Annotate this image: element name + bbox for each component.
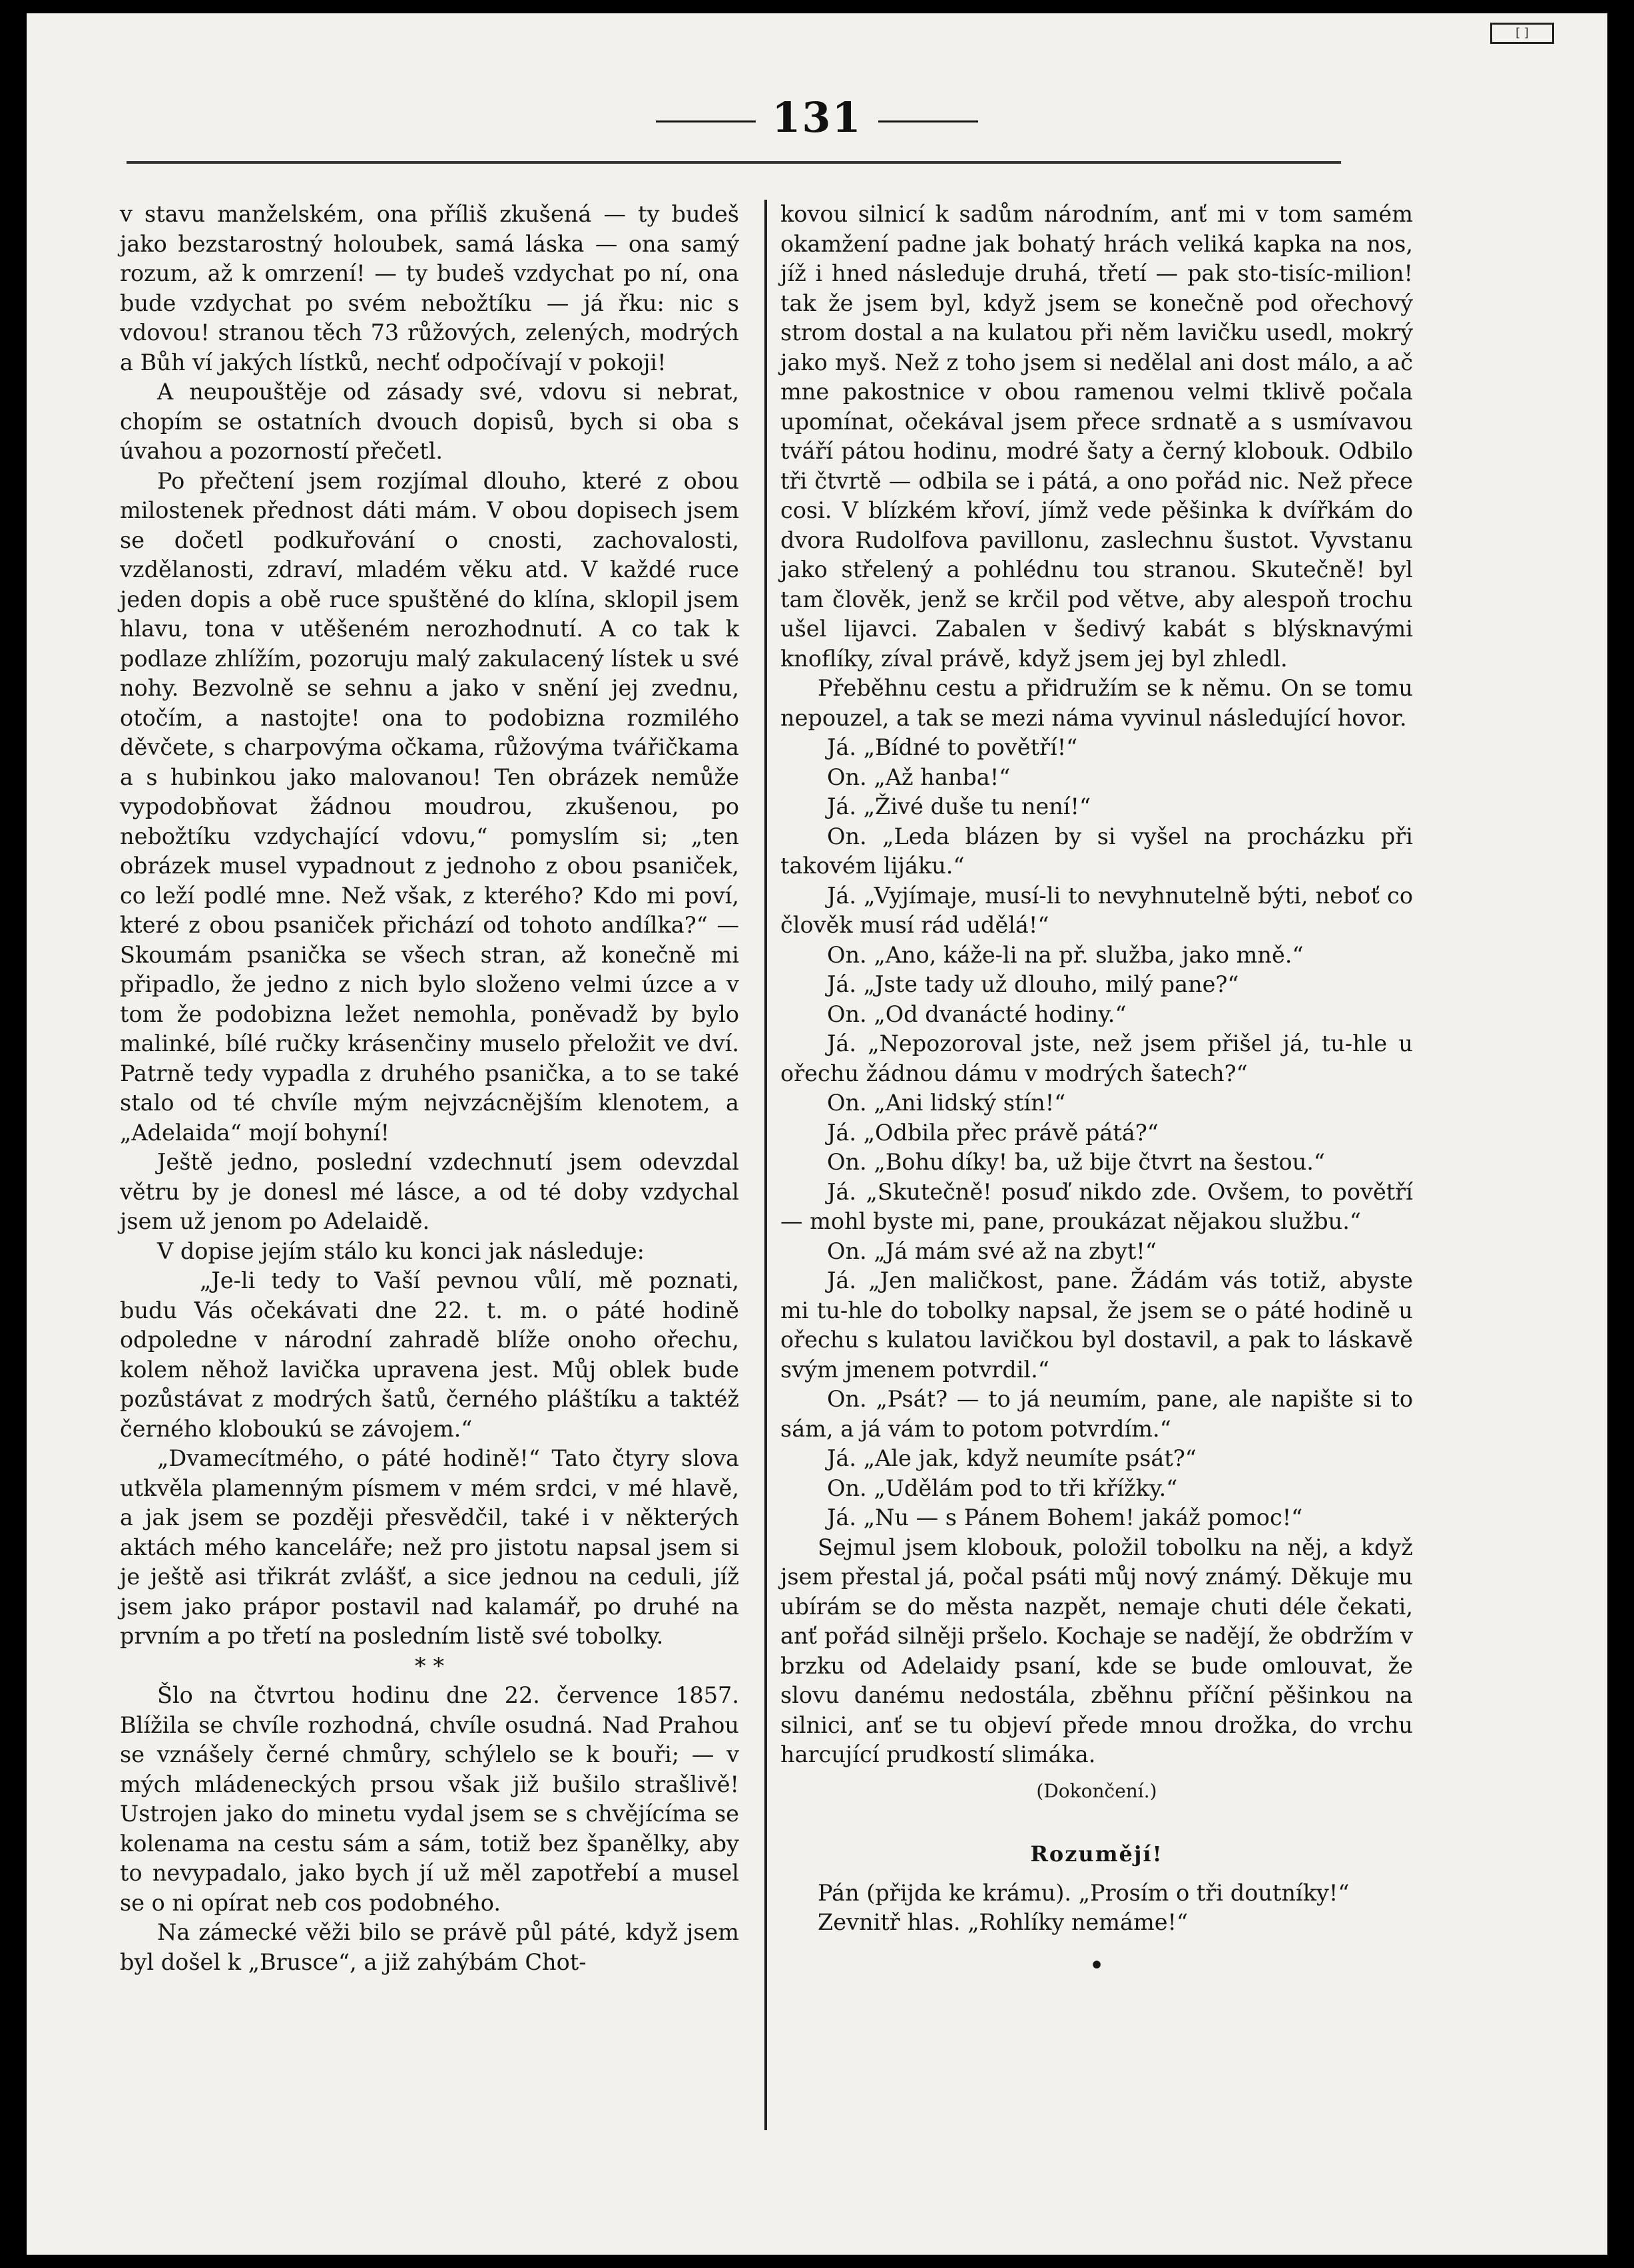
header-rule-right xyxy=(878,120,978,122)
left-column xyxy=(120,200,739,1977)
left-column-paragraph: „Je-li tedy to Vaší pevnou vůlí, mě poznati, budu Vás očekávati dne 22. t. m. o páté hodině odpoledne v národní zahradě blíže onoho ořechu, kolem něhož lavička upravena jest. Můj oblek bude pozůstávat z modrých šatů, černého pláštíku a taktéž černého kloboukú se závojem.“ xyxy=(120,1267,739,1442)
right-column-paragraph: Já. „Nepozoroval jste, než jsem přišel já, tu-hle u ořechu žádnou dámu v modrých šatech?“ xyxy=(780,1030,1413,1086)
corner-archive-mark: [ ] xyxy=(1490,23,1554,44)
right-column-paragraph: Rozumějí! xyxy=(1030,1841,1163,1867)
right-column-paragraph: • xyxy=(1089,1950,1105,1981)
right-column-paragraph: Já. „Jen maličkost, pane. Žádám vás totiž, abyste mi tu-hle do tobolky napsal, že jsem se o páté hodině u ořechu s kulatou lavičkou byl dostavil, a pak to láskavě svým jmenem potvrdil.“ xyxy=(780,1267,1413,1383)
left-column-paragraph: Ještě jedno, poslední vzdechnutí jsem odevzdal větru by je donesl mé lásce, a od té doby vzdychal jsem už jenom po Adelaidě. xyxy=(120,1149,739,1234)
right-column-paragraph: On. „Od dvanácté hodiny.“ xyxy=(827,1001,1127,1027)
right-column-paragraph: Já. „Jste tady už dlouho, milý pane?“ xyxy=(827,971,1239,997)
right-column-paragraph: Zevnitř hlas. „Rohlíky nemáme!“ xyxy=(818,1909,1189,1935)
left-column-paragraph: v stavu manželském, ona příliš zkušená — ty budeš jako bezstarostný holoubek, samá láska — ona samý rozum, až k omrzení! — ty budeš vzdychat po ní, ona bude vzdychat po svém nebožtíku — já řku: nic s vdovou! stranou těch 73 růžových, zelených, modrých a Bůh ví jakých lístků, nechť odpočívají v pokoji! xyxy=(120,201,739,375)
right-column-paragraph: Já. „Odbila přec právě pátá?“ xyxy=(827,1119,1159,1146)
left-column-paragraph: A neupouštěje od zásady své, vdovu si nebrat, chopím se ostatních dvouch dopisů, bych si oba s úvahou a pozorností přečetl. xyxy=(120,379,739,464)
left-column-paragraph: Šlo na čtvrtou hodinu dne 22. července 1857. Blížila se chvíle rozhodná, chvíle osudná. Nad Prahou se vznášely černé chmůry, schýlelo se k bouři; — v mých mládeneckých prsou však již bušilo strašlivě! Ustrojen jako do minetu vydal jsem se s chvějícíma se kolenama na cestu sám a sám, totiž bez španělky, aby to nevypadalo, jako bych jí už měl zapotřebí a musel se o ni opírat neb cos podobného. xyxy=(120,1682,739,1916)
left-column-paragraph: Na zámecké věži bilo se právě půl páté, když jsem byl došel k „Brusce“, a již zahýbám Chot- xyxy=(120,1919,739,1975)
right-column-paragraph: On. „Ano, káže-li na př. služba, jako mně.“ xyxy=(827,941,1304,968)
right-column-paragraph: kovou silnicí k sadům národním, anť mi v tom samém okamžení padne jak bohatý hrách veliká kapka na nos, jíž i hned následuje druhá, třetí — pak sto-tisíc-milion! tak že jsem byl, když jsem se konečně pod ořechový strom dostal a na kulatou při něm lavičku usedl, mokrý jako myš. Než z toho jsem si nedělal ani dost málo, a ač mne pakostnice v obou ramenou velmi tklivě počala upomínat, očekával jsem přece srdnatě a s usmívavou tváří pátou hodinu, modré šaty a černý klobouk. Odbilo tři čtvrtě — odbila se i pátá, a ono pořád nic. Než přece cosi. V blízkém křoví, jímž vede pěšinka k dvířkám do dvora Rudolfova pavillonu, zaslechnu šustot. Vyvstanu jako střelený a pohlédnu tou stranou. Skutečně! byl tam člověk, jenž se krčil pod větve, aby alespoň trochu ušel lijavci. Zabalen v šedivý kabát s blýsknavými knoflíky, zíval právě, když jsem jej byl zhledl. xyxy=(780,201,1413,672)
newspaper-page xyxy=(27,13,1607,2255)
right-column-paragraph: Já. „Nu — s Pánem Bohem! jakáž pomoc!“ xyxy=(827,1504,1303,1530)
left-column-paragraph: Po přečtení jsem rozjímal dlouho, které z obou milostenek přednost dáti mám. V obou dopisech jsem se dočetl podkuřování o cnosti, zachovalosti, vzdělanosti, zdraví, mladém věku atd. V každé ruce jeden dopis a obě ruce spuštěné do klína, sklopil jsem hlavu, tona v utěšeném nerozhodnutí. A co tak k podlaze zhlížím, pozoruju malý zakulacený lístek u své nohy. Bezvolně se sehnu a jako v snění jej zvednu, otočím, a nastojte! ona to podobizna rozmilého děvčete, s charpovýma očkama, růžovýma tvářičkama a s hubinkou jako malovanou! Ten obrázek nemůže vypodobňovat žádnou moudrou, zkušenou, po nebožtíku vzdychající vdovu,“ pomyslím si; „ten obrázek musel vypadnout z jednoho z obou psaniček, co leží podlé mne. Než však, z kterého? Kdo mi poví, které z obou psaniček přichází od tohoto andílka?“ — Skoumám psanička se všech stran, až konečně mi připadlo, že jedno z nich bylo složeno velmi úzce a v tom že podobizna ležet nemohla, poněvadž by bylo malinké, bílé ručky krásenčiny muselo přeložit ve dví. Patrně tedy vypadla z druhého psanička, a to se také stalo od té chvíle mým nejvzácnějším klenotem, a „Adelaida“ mojí bohyní! xyxy=(120,467,739,1146)
right-column-paragraph: On. „Bohu díky! ba, už bije čtvrt na šestou.“ xyxy=(827,1149,1326,1175)
header-divider xyxy=(127,161,1341,164)
header-rule-left xyxy=(656,120,756,122)
right-column xyxy=(780,200,1413,1980)
right-column-paragraph: On. „Psát? — to já neumím, pane, ale napište si to sám, a já vám to potom potvrdím.“ xyxy=(780,1386,1413,1442)
right-column-paragraph: Já. „Ale jak, když neumíte psát?“ xyxy=(827,1445,1197,1471)
left-column-paragraph: * * xyxy=(414,1652,445,1679)
page-number: 131 xyxy=(772,93,862,142)
right-column-paragraph: (Dokončení.) xyxy=(1036,1779,1157,1802)
left-column-paragraph: „Dvamecítmého, o páté hodině!“ Tato čtyry slova utkvěla plamenným písmem v mém srdci, v mé hlavě, a jak jsem se později přesvědčil, také i v některých aktách mého kanceláře; než pro jistotu napsal jsem si je ještě asi třikrát zvlášť, a sice jednou na ceduli, jíž jsem jako prápor postavil nad kalamář, po druhé na prvním a po třetí na posledním listě své tobolky. xyxy=(120,1445,739,1649)
right-column-paragraph: On. „Leda blázen by si vyšel na procházku při takovém lijáku.“ xyxy=(780,823,1413,879)
right-column-paragraph: Pán (přijda ke krámu). „Prosím o tři doutníky!“ xyxy=(818,1879,1350,1906)
right-column-paragraph: On. „Až hanba!“ xyxy=(827,764,1011,790)
right-column-paragraph: Přeběhnu cestu a přidružím se k němu. On se tomu nepouzel, a tak se mezi náma vyvinul následující hovor. xyxy=(780,675,1413,731)
right-column-paragraph: On. „Udělám pod to tři křížky.“ xyxy=(827,1474,1178,1501)
right-column-paragraph: Já. „Živé duše tu není!“ xyxy=(827,794,1091,819)
right-column-paragraph: On. „Ani lidský stín!“ xyxy=(827,1090,1066,1116)
right-column-paragraph: Já. „Bídné to povětří!“ xyxy=(827,734,1078,760)
right-column-paragraph: On. „Já mám své až na zbyt!“ xyxy=(827,1238,1157,1264)
column-divider xyxy=(764,200,767,2130)
page-number-header xyxy=(27,93,1607,142)
right-column-paragraph: Sejmul jsem klobouk, položil tobolku na něj, a když jsem přestal já, počal psáti můj nový známý. Děkuje mu ubírám se do města nazpět, nemaje chuti déle čekati, anť pořád silněji pršelo. Kochaje se nadějí, že obdržím v brzku od Adelaidy psaní, kde se bude omlouvat, že slovu danému nedostála, zběhnu příční pěšinkou na silnici, anť se tu objeví přede mnou drožka, do vrchu harcující prudkostí slimáka. xyxy=(780,1534,1413,1767)
right-column-paragraph: Já. „Skutečně! posuď nikdo zde. Ovšem, to povětří — mohl byste mi, pane, proukázat nějakou službu.“ xyxy=(780,1178,1413,1234)
right-column-paragraph: Já. „Vyjímaje, musí-li to nevyhnutelně býti, neboť co člověk musí rád udělá!“ xyxy=(780,882,1413,938)
left-column-paragraph: V dopise jejím stálo ku konci jak následuje: xyxy=(157,1238,645,1264)
